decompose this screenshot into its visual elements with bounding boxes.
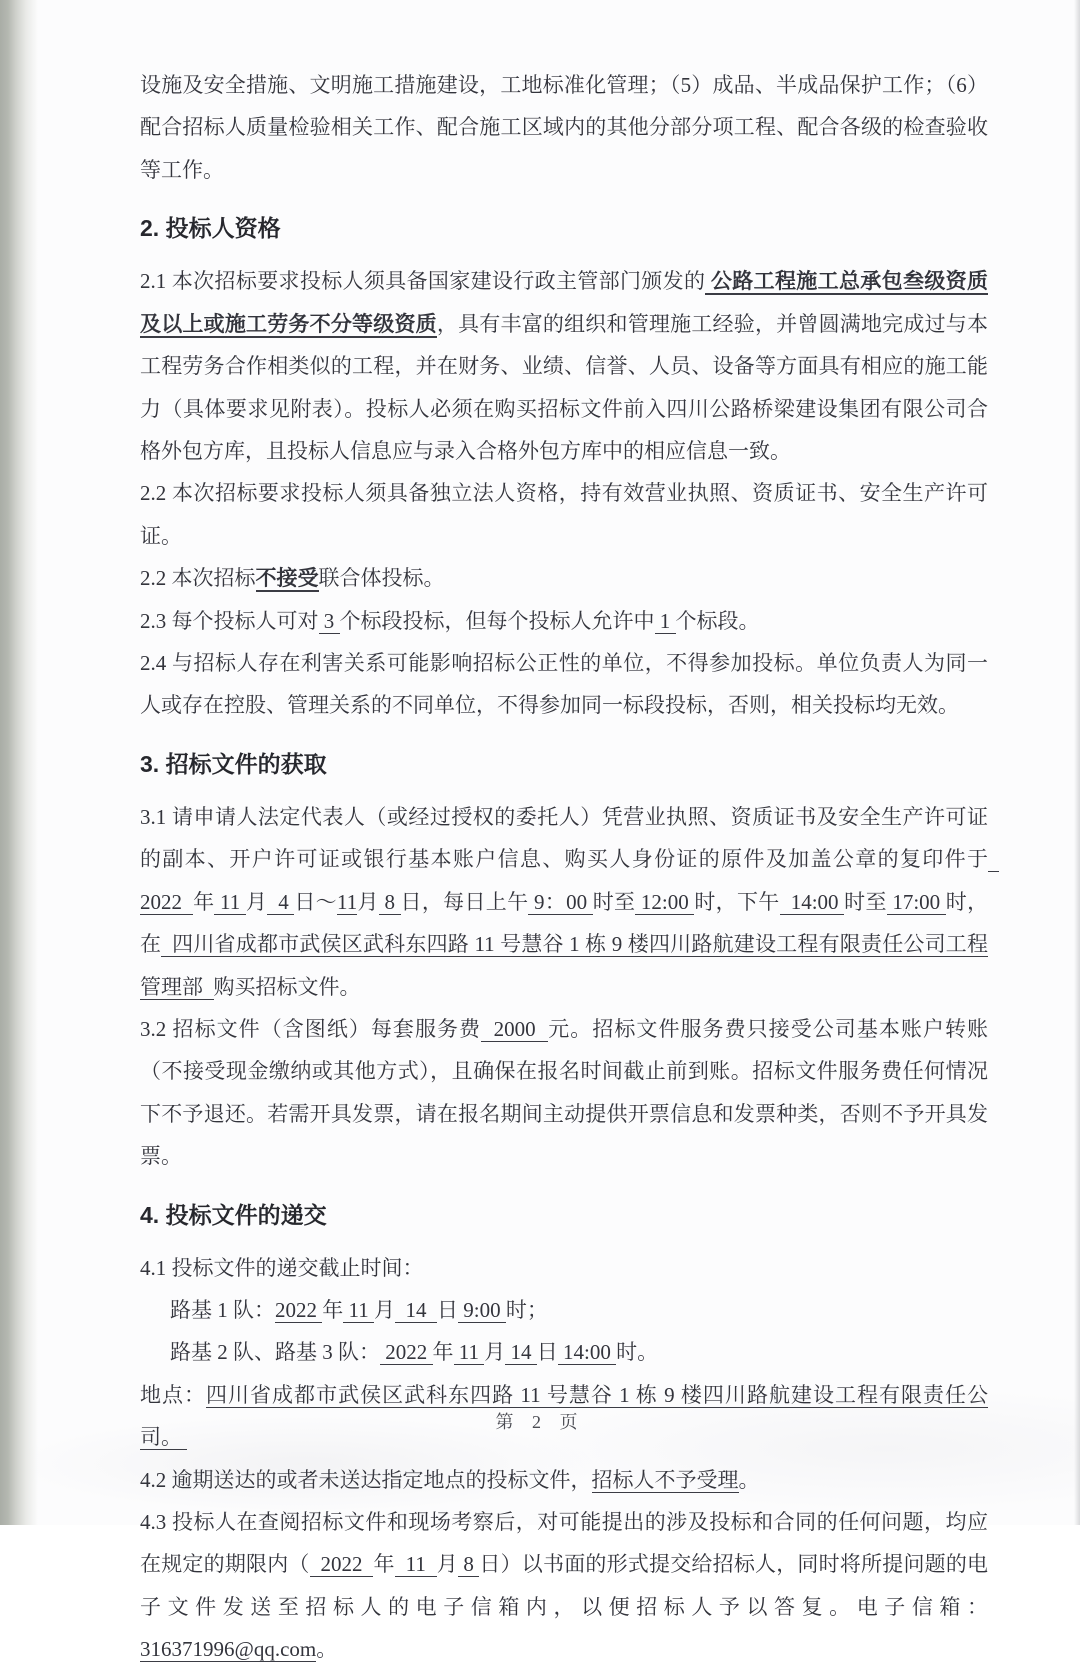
text-run: 时至 (844, 889, 887, 914)
bold-text: 2. 投标人资格 (140, 215, 281, 242)
text-run: 地点： (140, 1382, 207, 1407)
emphasized-blank: 公路工程施工总承包叁级资质及以上或施工劳务不分等级资质 (140, 269, 989, 336)
paragraph (140, 642, 988, 727)
text-run: 。 (316, 1637, 338, 1662)
filled-blank: 9：00 (528, 889, 593, 914)
text-run: 2.4 与招标人存在利害关系可能影响招标公正性的单位，不得参加投标。单位负责人为同一人或存在控股、管理关系的不同单位，不得参加同一标段投标，否则，相关投标均无效。 (140, 650, 988, 718)
filled-blank: 3 (318, 608, 340, 633)
filled-blank: 11 (214, 889, 246, 914)
filled-blank: 14 (505, 1340, 537, 1365)
filled-blank: 11 (394, 1552, 437, 1577)
text-run: 时，在 (140, 889, 989, 957)
text-run: 个标段投标，但每个投标人允许中 (339, 608, 655, 633)
text-run: 2.1 本次招标要求投标人须具备国家建设行政主管部门颁发的 (140, 269, 706, 294)
paragraph (140, 1289, 988, 1331)
filled-blank: 8 (457, 1552, 480, 1577)
text-run: 月 (357, 889, 379, 914)
section-heading (140, 209, 988, 248)
filled-blank: 12:00 (635, 889, 695, 914)
text-run: 路基 1 队： (170, 1298, 275, 1323)
paragraph (140, 1331, 988, 1373)
emphasized-blank: 不接受 (255, 566, 319, 591)
text-run: 个标段。 (675, 608, 760, 633)
scan-left-edge (0, 0, 38, 1525)
bold-text: 3. 招标文件的获取 (140, 750, 327, 777)
paragraph (140, 600, 988, 642)
text-run: ，具有丰富的组织和管理施工经验，并曾圆满地完成过与本工程劳务合作相类似的工程，并在财务、业绩、信誉、人员、设备等方面具有相应的施工能力（具体要求见附表）。投标人必须在购买招标文件前入四川公路桥梁建设集团有限公司合格外包方库，且投标人信息应与录入合格外包方库中的相应信息一致。 (140, 311, 989, 463)
text-run: 日）以书面的形式提交给招标人，同时将所提问题的电子文件发送至招标人的电子信箱内，以便招标人予以答复。电子信箱： (140, 1552, 989, 1619)
filled-blank: 316371996@qq.com (140, 1637, 317, 1662)
paragraph (140, 64, 988, 191)
paragraph (140, 1459, 988, 1501)
paragraph (140, 796, 999, 1008)
filled-blank: 招标人不予受理 (591, 1467, 739, 1492)
filled-blank: 四川省成都市武侯区武科东四路 11 号慧谷 1 栋 9 楼四川路航建设工程有限责任公司工程管理部 (140, 932, 989, 999)
paragraph (140, 557, 988, 599)
filled-blank: 14 (394, 1298, 437, 1323)
filled-blank: 11 (343, 1298, 374, 1323)
filled-blank: 4 (267, 889, 295, 914)
filled-blank: 11 (337, 889, 358, 914)
text-run: 设施及安全措施、文明施工措施建设，工地标准化管理；（5）成品、半成品保护工作；（6）配合招标人质量检验相关工作、配合施工区域内的其他分部分项工程、配合各级的检查验收等工作。 (140, 73, 988, 182)
filled-blank: 14:00 (557, 1340, 617, 1365)
text-run: 月 (245, 889, 268, 914)
text-run: 年 (373, 1552, 395, 1577)
text-run: 日 (436, 1298, 458, 1323)
text-run: 3.1 请申请人法定代表人（或经过授权的委托人）凭营业执照、资质证书及安全生产许可证的副本、开户许可证或银行基本账户信息、购买人身份证的原件及加盖公章的复印件于 (140, 804, 988, 872)
paragraph (140, 1247, 988, 1289)
filled-blank: 2022 (140, 847, 999, 914)
text-run: 2.2 本次招标要求投标人须具备独立法人资格，持有效营业执照、资质证书、安全生产许可证。 (140, 481, 988, 548)
text-run: 日 (536, 1340, 558, 1365)
text-run: 月 (373, 1298, 395, 1323)
text-run: 时，下午 (694, 889, 780, 914)
text-run: 日～ (294, 889, 337, 914)
filled-blank: 8 (378, 889, 401, 914)
paragraph (140, 1501, 988, 1671)
section-heading (140, 745, 988, 784)
bold-text: 4. 投标文件的递交 (140, 1201, 327, 1228)
text-run: 购买招标文件。 (213, 974, 361, 999)
text-run: 时。 (616, 1340, 659, 1365)
filled-blank: 14:00 (779, 889, 845, 914)
filled-blank: 2000 (481, 1016, 549, 1041)
section-heading (140, 1196, 988, 1235)
text-run: 4.2 逾期送达的或者未送达指定地点的投标文件， (140, 1467, 592, 1492)
paragraph (140, 260, 988, 472)
text-run: 路基 2 队、路基 3 队： (170, 1340, 380, 1365)
text-run: 4.3 投标人在查阅招标文件和现场考察后，对可能提出的涉及投标和合同的任何问题，均应在规定的期限内（ (140, 1510, 988, 1577)
text-run: 月 (484, 1340, 506, 1365)
paragraph (140, 472, 988, 557)
filled-blank: 17:00 (886, 889, 946, 914)
text-run: 联合体投标。 (318, 566, 445, 591)
text-run: 2.3 每个投标人可对 (140, 608, 319, 633)
text-run: 月 (436, 1552, 458, 1577)
filled-blank: 2022 (380, 1340, 433, 1365)
text-run: 3.2 招标文件（含图纸）每套服务费 (140, 1016, 482, 1041)
filled-blank: 2022 (309, 1552, 374, 1577)
scan-right-edge (1074, 0, 1080, 1525)
filled-blank: 四川省成都市武侯区武科东四路 11 号慧谷 1 栋 9 楼四川路航建设工程有限责任公司。 (140, 1382, 989, 1450)
text-run: 年 (322, 1298, 344, 1323)
page-number: 第 2 页 (495, 1412, 585, 1432)
filled-blank: 11 (453, 1340, 485, 1365)
text-run: 日，每日上午 (400, 889, 529, 914)
filled-blank: 1 (654, 608, 676, 633)
text-run: 时至 (592, 889, 636, 914)
text-run: 4.1 投标文件的递交截止时间： (140, 1255, 424, 1280)
text-run: 元。招标文件服务费只接受公司基本账户转账（不接受现金缴纳或其他方式），且确保在报名时间截止前到账。招标文件服务费任何情况下不予退还。若需开具发票，请在报名期间主动提供开票信息和发票种类，否则不予开具发票。 (140, 1016, 989, 1169)
filled-blank: 2022 (275, 1298, 323, 1323)
text-run: 年 (193, 889, 215, 914)
text-run: 年 (432, 1340, 454, 1365)
text-run: 时； (505, 1298, 548, 1323)
text-run: 。 (738, 1467, 760, 1492)
paragraph (140, 1008, 988, 1178)
text-run: 2.2 本次招标 (140, 566, 256, 591)
filled-blank: 9:00 (457, 1298, 506, 1323)
